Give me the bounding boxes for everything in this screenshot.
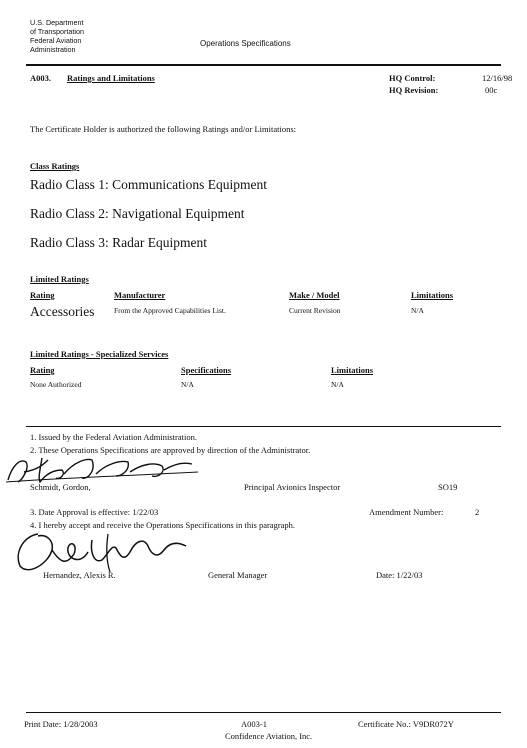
class-rating-item: Radio Class 1: Communications Equipment [30,177,267,192]
holder-date: Date: 1/22/03 [376,570,423,580]
holder-title: General Manager [208,570,268,580]
amendment-label: Amendment Number: [369,507,444,517]
issuance-item-3: 3. Date Approval is effective: 1/22/03 [30,507,159,517]
issuance-item-1: 1. Issued by the Federal Aviation Administration. [30,432,197,442]
manufacturer-cell: From the Approved Capabilities List. [114,306,226,315]
col-header-make-model: Make / Model [289,290,340,300]
amendment-value: 2 [475,507,480,517]
spec-col-header-rating: Rating [30,365,55,375]
class-ratings-heading: Class Ratings [30,161,80,171]
spec-rating-cell: None Authorized [30,380,82,389]
make-model-cell: Current Revision [289,306,341,315]
spec-limitations-cell: N/A [331,380,344,389]
company-name: Confidence Aviation, Inc. [225,731,313,741]
spec-col-header-specifications: Specifications [181,365,232,375]
class-rating-item: Radio Class 3: Radar Equipment [30,235,207,250]
agency-line: of Transportation [30,27,84,36]
agency-line: Federal Aviation [30,36,82,45]
section-id: A003. [30,73,52,83]
document-title: Operations Specifications [200,39,291,48]
section-title: Ratings and Limitations [67,73,155,83]
agency-line: Administration [30,45,76,54]
hq-revision-value: 00c [485,85,498,95]
print-date: Print Date: 1/28/2003 [24,719,98,729]
specialized-heading: Limited Ratings - Specialized Services [30,349,169,359]
col-header-manufacturer: Manufacturer [114,290,166,300]
signer-code: SO19 [438,482,458,492]
header-rule [26,64,501,66]
issuance-item-4: 4. I hereby accept and receive the Operations Specifications in this paragraph. [30,520,296,530]
issuance-item-2: 2. These Operations Specifications are approved by direction of the Administrator. [30,445,311,455]
holder-name: Hernandez, Alexis R. [43,570,116,580]
hq-revision-label: HQ Revision: [389,85,439,95]
signer-title: Principal Avionics Inspector [244,482,341,492]
spec-col-header-limitations: Limitations [331,365,374,375]
signer-name: Schmidt, Gordon, [30,482,91,492]
rating-cell: Accessories [30,304,95,319]
agency-block [30,18,84,54]
intro-text: The Certificate Holder is authorized the following Ratings and/or Limitations: [30,124,297,134]
limitations-cell: N/A [411,306,424,315]
page-id: A003-1 [241,719,267,729]
footer-rule [26,712,501,713]
class-rating-item: Radio Class 2: Navigational Equipment [30,206,245,221]
issuance-rule [26,426,501,427]
spec-specifications-cell: N/A [181,380,194,389]
limited-ratings-heading: Limited Ratings [30,274,89,284]
agency-line: U.S. Department [30,18,84,27]
col-header-limitations: Limitations [411,290,454,300]
certificate-number: Certificate No.: V9DR072Y [358,719,454,729]
hq-control-value: 12/16/98 [482,73,513,83]
col-header-rating: Rating [30,290,55,300]
hq-control-label: HQ Control: [389,73,436,83]
